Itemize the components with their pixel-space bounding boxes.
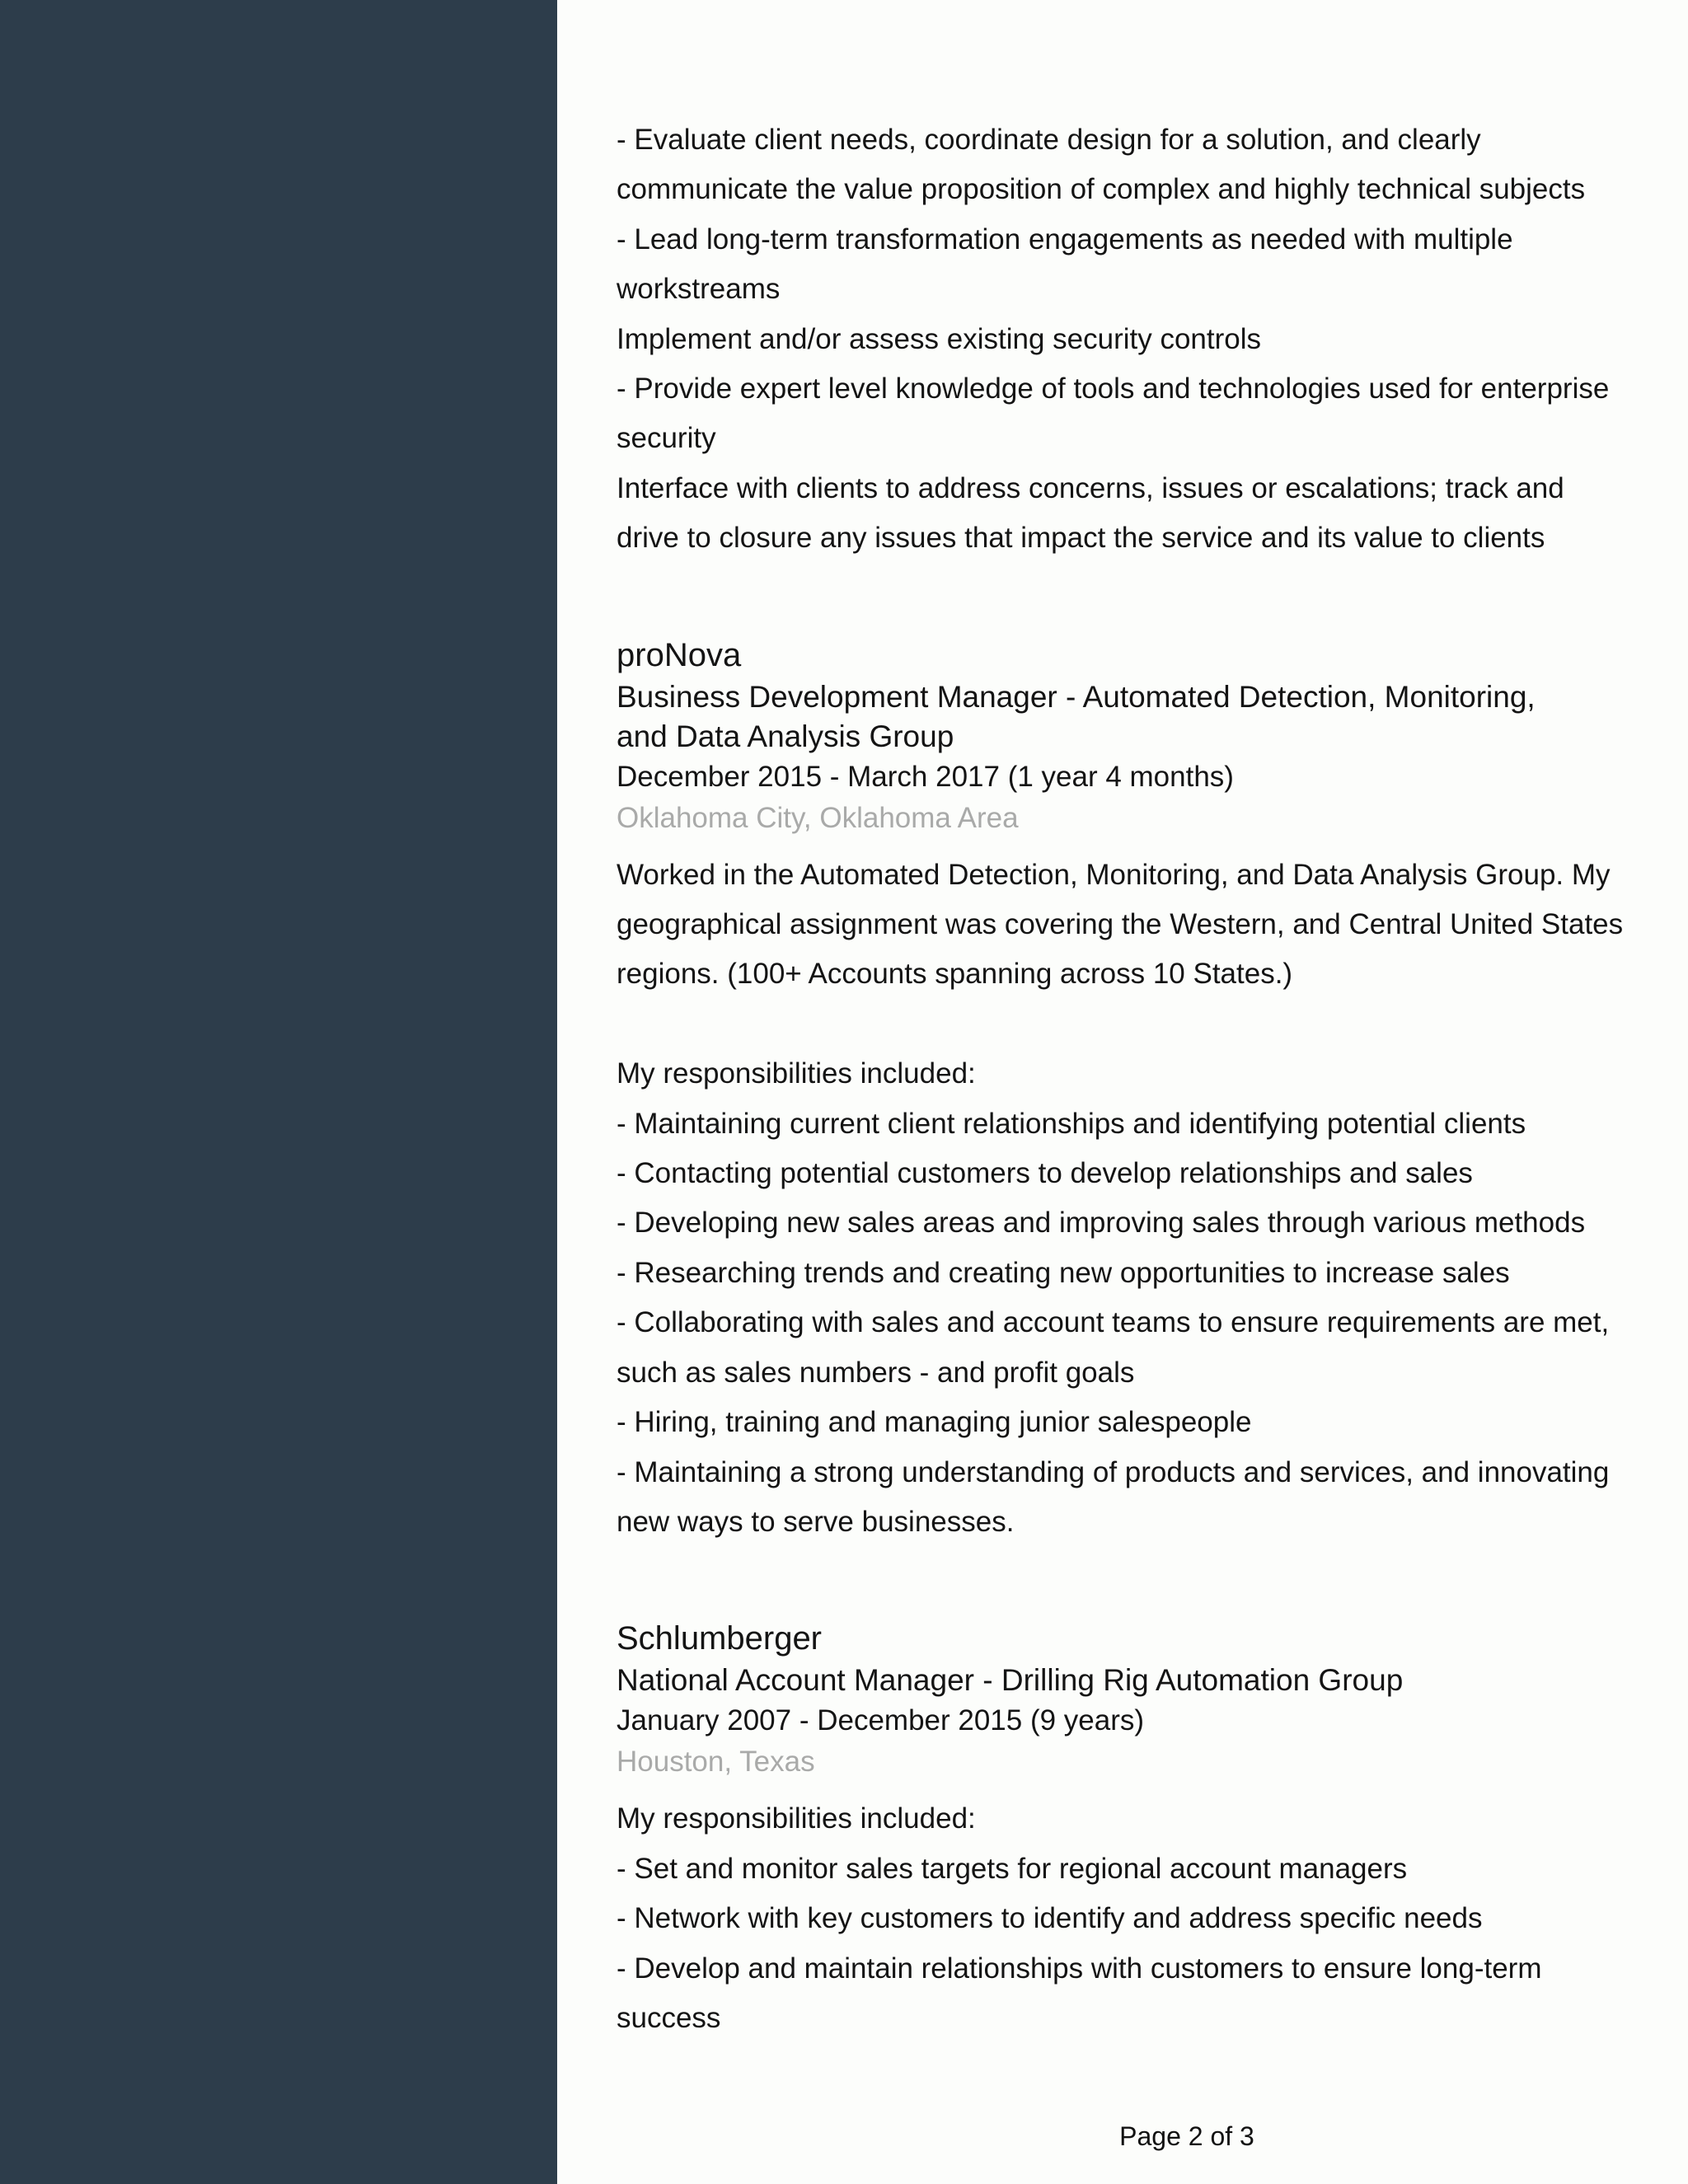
job-title-line: and Data Analysis Group (617, 719, 954, 753)
job-company: proNova (617, 636, 742, 673)
job-location: Houston, Texas (617, 1746, 815, 1779)
text-line: security (617, 422, 716, 455)
job-dates: December 2015 - March 2017 (1 year 4 months) (617, 760, 1234, 793)
job-title (617, 677, 1655, 757)
job-title-line: National Account Manager - Drilling Rig Automation Group (617, 1663, 1404, 1698)
job-entry-schlumberger (617, 1616, 1655, 2043)
text-line: drive to closure any issues that impact the service and its value to clients (617, 522, 1545, 555)
section-gap (617, 1547, 1655, 1616)
text-line: My responsibilities included: (617, 1802, 976, 1835)
text-line: - Collaborating with sales and account teams to ensure requirements are met, (617, 1306, 1610, 1339)
text-line: Implement and/or assess existing security controls (617, 322, 1261, 355)
text-line: - Hiring, training and managing junior salespeople (617, 1406, 1252, 1439)
text-line: - Evaluate client needs, coordinate design for a solution, and clearly (617, 124, 1481, 156)
text-line: - Contacting potential customers to develop relationships and sales (617, 1157, 1473, 1190)
text-line: geographical assignment was covering the Western, and Central United States (617, 908, 1624, 941)
text-line: - Lead long-term transformation engagements as needed with multiple (617, 223, 1513, 255)
text-line: workstreams (617, 273, 781, 306)
job-dates: January 2007 - December 2015 (9 years) (617, 1704, 1145, 1737)
text-line: - Network with key customers to identify and address specific needs (617, 1902, 1483, 1935)
text-line: - Researching trends and creating new opportunities to increase sales (617, 1256, 1510, 1289)
text-line: Worked in the Automated Detection, Monitoring, and Data Analysis Group. My (617, 858, 1611, 891)
text-line: success (617, 2001, 721, 2034)
blank-line (617, 1000, 1655, 1049)
job-title-line: Business Development Manager - Automated Detection, Monitoring, (617, 679, 1536, 714)
job-description (617, 1794, 1655, 2043)
text-line: - Maintaining current client relationships and identifying potential clients (617, 1107, 1526, 1140)
text-line: new ways to serve businesses. (617, 1505, 1015, 1538)
text-line: My responsibilities included: (617, 1057, 976, 1090)
text-line: - Provide expert level knowledge of tools and technologies used for enterprise (617, 373, 1610, 405)
text-line: communicate the value proposition of complex and highly technical subjects (617, 173, 1586, 206)
main-content (617, 115, 1655, 2043)
job-location: Oklahoma City, Oklahoma Area (617, 801, 1019, 834)
job-title (617, 1661, 1655, 1700)
text-line: - Develop and maintain relationships with customers to ensure long-term (617, 1952, 1542, 1985)
intro-responsibilities (617, 115, 1655, 564)
page-number: Page 2 of 3 (1119, 2121, 1254, 2151)
text-line: - Maintaining a strong understanding of products and services, and innovating (617, 1455, 1610, 1488)
text-line: such as sales numbers - and profit goals (617, 1356, 1135, 1389)
job-description (617, 851, 1655, 1548)
text-line: Interface with clients to address concerns, issues or escalations; track and (617, 471, 1564, 504)
job-company: Schlumberger (617, 1620, 823, 1657)
text-line: - Developing new sales areas and improving sales through various methods (617, 1207, 1586, 1240)
section-gap (617, 564, 1655, 633)
job-entry-pronova (617, 633, 1655, 1548)
sidebar-panel (0, 0, 557, 2184)
text-line: regions. (100+ Accounts spanning across 10 States.) (617, 958, 1293, 991)
text-line: - Set and monitor sales targets for regional account managers (617, 1852, 1408, 1885)
